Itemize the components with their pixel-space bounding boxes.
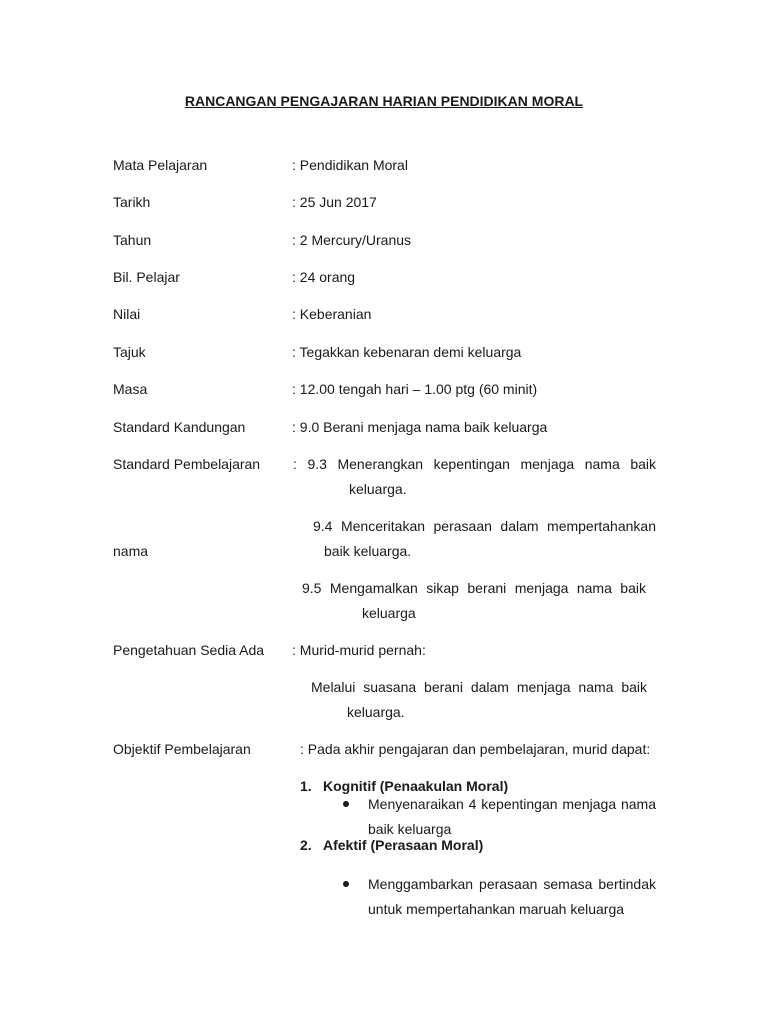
field-value-mata-pelajaran: : Pendidikan Moral [292, 157, 408, 173]
objektif-item-2-heading: Afektif (Perasaan Moral) [323, 837, 484, 853]
bullet-icon [343, 801, 349, 807]
objektif-item-1-bullet-line-2: baik keluarga [368, 821, 452, 837]
field-label-masa: Masa [113, 381, 148, 397]
standard-pembelajaran-item-3-line-1: 9.5 Mengamalkan sikap berani menjaga nama baik [302, 580, 646, 596]
field-label-tajuk: Tajuk [113, 344, 146, 360]
standard-pembelajaran-item-2-line-1: 9.4 Menceritakan perasaan dalam mempertahankan [313, 518, 656, 534]
field-value-nilai: : Keberanian [292, 306, 372, 322]
standard-pembelajaran-stray-label: nama [113, 543, 149, 559]
field-label-mata-pelajaran: Mata Pelajaran [113, 157, 208, 173]
standard-pembelajaran-item-2-line-2: baik keluarga. [324, 543, 412, 559]
bullet-icon [343, 881, 349, 887]
field-value-tahun: : 2 Mercury/Uranus [292, 232, 412, 248]
field-label-bil-pelajar: Bil. Pelajar [113, 269, 180, 285]
field-value-pengetahuan-sedia-ada: : Murid-murid pernah: [292, 642, 426, 658]
field-label-pengetahuan-sedia-ada: Pengetahuan Sedia Ada [113, 642, 265, 658]
field-value-masa: : 12.00 tengah hari – 1.00 ptg (60 minit) [292, 381, 538, 397]
field-value-standard-kandungan: : 9.0 Berani menjaga nama baik keluarga [292, 419, 548, 435]
field-label-standard-pembelajaran: Standard Pembelajaran [113, 456, 261, 472]
field-value-bil-pelajar: : 24 orang [292, 269, 356, 285]
field-label-objektif-pembelajaran: Objektif Pembelajaran [113, 741, 251, 757]
objektif-item-2-bullet-line-2: untuk mempertahankan maruah keluarga [368, 901, 625, 917]
field-label-standard-kandungan: Standard Kandungan [113, 419, 246, 435]
field-value-objektif-pembelajaran: : Pada akhir pengajaran dan pembelajaran, murid dapat: [300, 741, 651, 757]
standard-pembelajaran-item-1-line-1: : 9.3 Menerangkan kepentingan menjaga nama baik [293, 456, 656, 472]
objektif-item-1-bullet-line-1: Menyenaraikan 4 kepentingan menjaga nama [368, 796, 656, 812]
objektif-item-1-heading: Kognitif (Penaakulan Moral) [323, 778, 509, 794]
pengetahuan-detail-line-2: keluarga. [347, 704, 405, 720]
standard-pembelajaran-item-1-line-2: keluarga. [349, 481, 407, 497]
field-value-tajuk: : Tegakkan kebenaran demi keluarga [292, 344, 522, 360]
field-value-tarikh: : 25 Jun 2017 [292, 194, 377, 210]
objektif-item-2-bullet-line-1: Menggambarkan perasaan semasa bertindak [368, 876, 656, 892]
field-label-tahun: Tahun [113, 232, 152, 248]
field-label-tarikh: Tarikh [113, 194, 151, 210]
objektif-item-2-number: 2. [300, 837, 312, 853]
standard-pembelajaran-item-3-line-2: keluarga [362, 605, 416, 621]
document-title: RANCANGAN PENGAJARAN HARIAN PENDIDIKAN MORAL [184, 93, 584, 109]
objektif-item-1-number: 1. [300, 778, 312, 794]
field-label-nilai: Nilai [113, 306, 141, 322]
pengetahuan-detail-line-1: Melalui suasana berani dalam menjaga nama baik [311, 679, 647, 695]
